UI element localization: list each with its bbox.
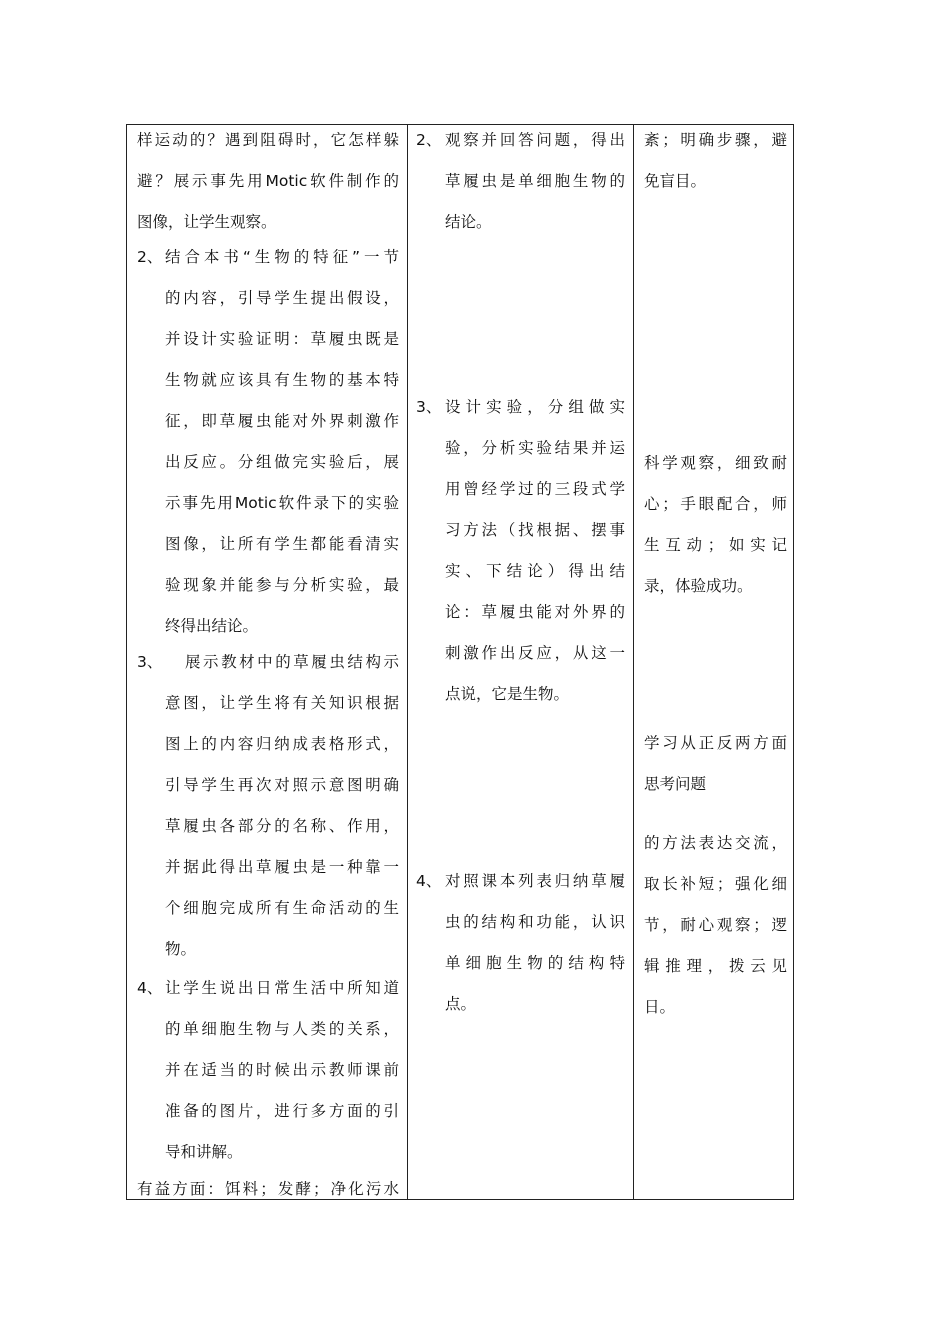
text-line: 免盲目。 xyxy=(644,172,707,190)
text-line: 的方法表达交流， xyxy=(644,834,787,852)
text-line: 科学观察，细致耐 xyxy=(644,454,787,472)
text-line: 生互动；如实记 xyxy=(644,536,787,554)
text-line: 避？展示事先用Motic软件制作的 xyxy=(137,172,399,190)
text-line: 辑推理，拨云见 xyxy=(644,957,787,975)
text-line: 有益方面：饵料；发酵；净化污水 xyxy=(137,1180,399,1198)
text-line: 生物就应该具有生物的基本特 xyxy=(165,371,399,389)
text-line: 终得出结论。 xyxy=(165,617,259,635)
text-line: 并设计实验证明：草履虫既是 xyxy=(165,330,399,348)
text-line: 心；手眼配合，师 xyxy=(644,495,787,513)
text-line: 节，耐心观察；逻 xyxy=(644,916,787,934)
text-line: 点。 xyxy=(445,995,477,1013)
student-activity-column xyxy=(408,125,634,1199)
text-line: 对照课本列表归纳草履 xyxy=(445,872,625,890)
text-line: 出反应。分组做完实验后，展 xyxy=(165,453,399,471)
text-line: 实、下结论）得出结 xyxy=(445,562,625,580)
item-number: 4、 xyxy=(416,872,442,890)
text-line: 准备的图片，进行多方面的引 xyxy=(165,1102,399,1120)
text-line: 思考问题 xyxy=(644,775,707,793)
item-number: 3、 xyxy=(416,398,442,416)
lesson-table xyxy=(126,124,794,1200)
text-line: 设计实验，分组做实 xyxy=(445,398,625,416)
text-line: 论：草履虫能对外界的 xyxy=(445,603,625,621)
text-line: 虫的结构和功能，认识 xyxy=(445,913,625,931)
text-line: 学习从正反两方面 xyxy=(644,734,787,752)
text-line: 录，体验成功。 xyxy=(644,577,753,595)
design-intent-column xyxy=(634,125,795,1199)
text-line: 观察并回答问题，得出 xyxy=(445,131,625,149)
item-number: 2、 xyxy=(137,248,163,266)
text-line: 草履虫是单细胞生物的 xyxy=(445,172,625,190)
text-line: 单细胞生物的结构特 xyxy=(445,954,625,972)
text-line: 图像，让学生观察。 xyxy=(137,213,277,231)
text-line: 引导学生再次对照示意图明确 xyxy=(165,776,399,794)
text-line: 刺激作出反应，从这一 xyxy=(445,644,625,662)
text-line: 让学生说出日常生活中所知道 xyxy=(165,979,399,997)
text-line: 日。 xyxy=(644,998,676,1016)
text-line: 结论。 xyxy=(445,213,492,231)
text-line: 样运动的？遇到阻碍时，它怎样躲 xyxy=(137,131,399,149)
text-line: 个细胞完成所有生命活动的生 xyxy=(165,899,399,917)
text-line: 验，分析实验结果并运 xyxy=(445,439,625,457)
text-line: 并据此得出草履虫是一种靠一 xyxy=(165,858,399,876)
text-line: 并在适当的时候出示教师课前 xyxy=(165,1061,399,1079)
text-line: 导和讲解。 xyxy=(165,1143,243,1161)
teacher-activity-column xyxy=(127,125,408,1199)
text-line: 图像，让所有学生都能看清实 xyxy=(165,535,399,553)
text-line: 用曾经学过的三段式学 xyxy=(445,480,625,498)
text-line: 示事先用Motic软件录下的实验 xyxy=(165,494,399,512)
text-line: 草履虫各部分的名称、作用， xyxy=(165,817,399,835)
text-line: 意图，让学生将有关知识根据 xyxy=(165,694,399,712)
text-line: 验现象并能参与分析实验，最 xyxy=(165,576,399,594)
text-line: 的内容，引导学生提出假设， xyxy=(165,289,399,307)
text-line: 展示教材中的草履虫结构示 xyxy=(185,653,399,671)
text-line: 结合本书“生物的特征”一节 xyxy=(165,248,399,266)
text-line: 征，即草履虫能对外界刺激作 xyxy=(165,412,399,430)
text-line: 点说，它是生物。 xyxy=(445,685,570,703)
item-number: 4、 xyxy=(137,979,163,997)
text-line: 习方法（找根据、摆事 xyxy=(445,521,625,539)
text-line: 的单细胞生物与人类的关系， xyxy=(165,1020,399,1038)
text-line: 图上的内容归纳成表格形式， xyxy=(165,735,399,753)
text-line: 紊；明确步骤，避 xyxy=(644,131,787,149)
item-number: 2、 xyxy=(416,131,442,149)
item-number: 3、 xyxy=(137,653,163,671)
text-line: 取长补短；强化细 xyxy=(644,875,787,893)
text-line: 物。 xyxy=(165,940,197,958)
